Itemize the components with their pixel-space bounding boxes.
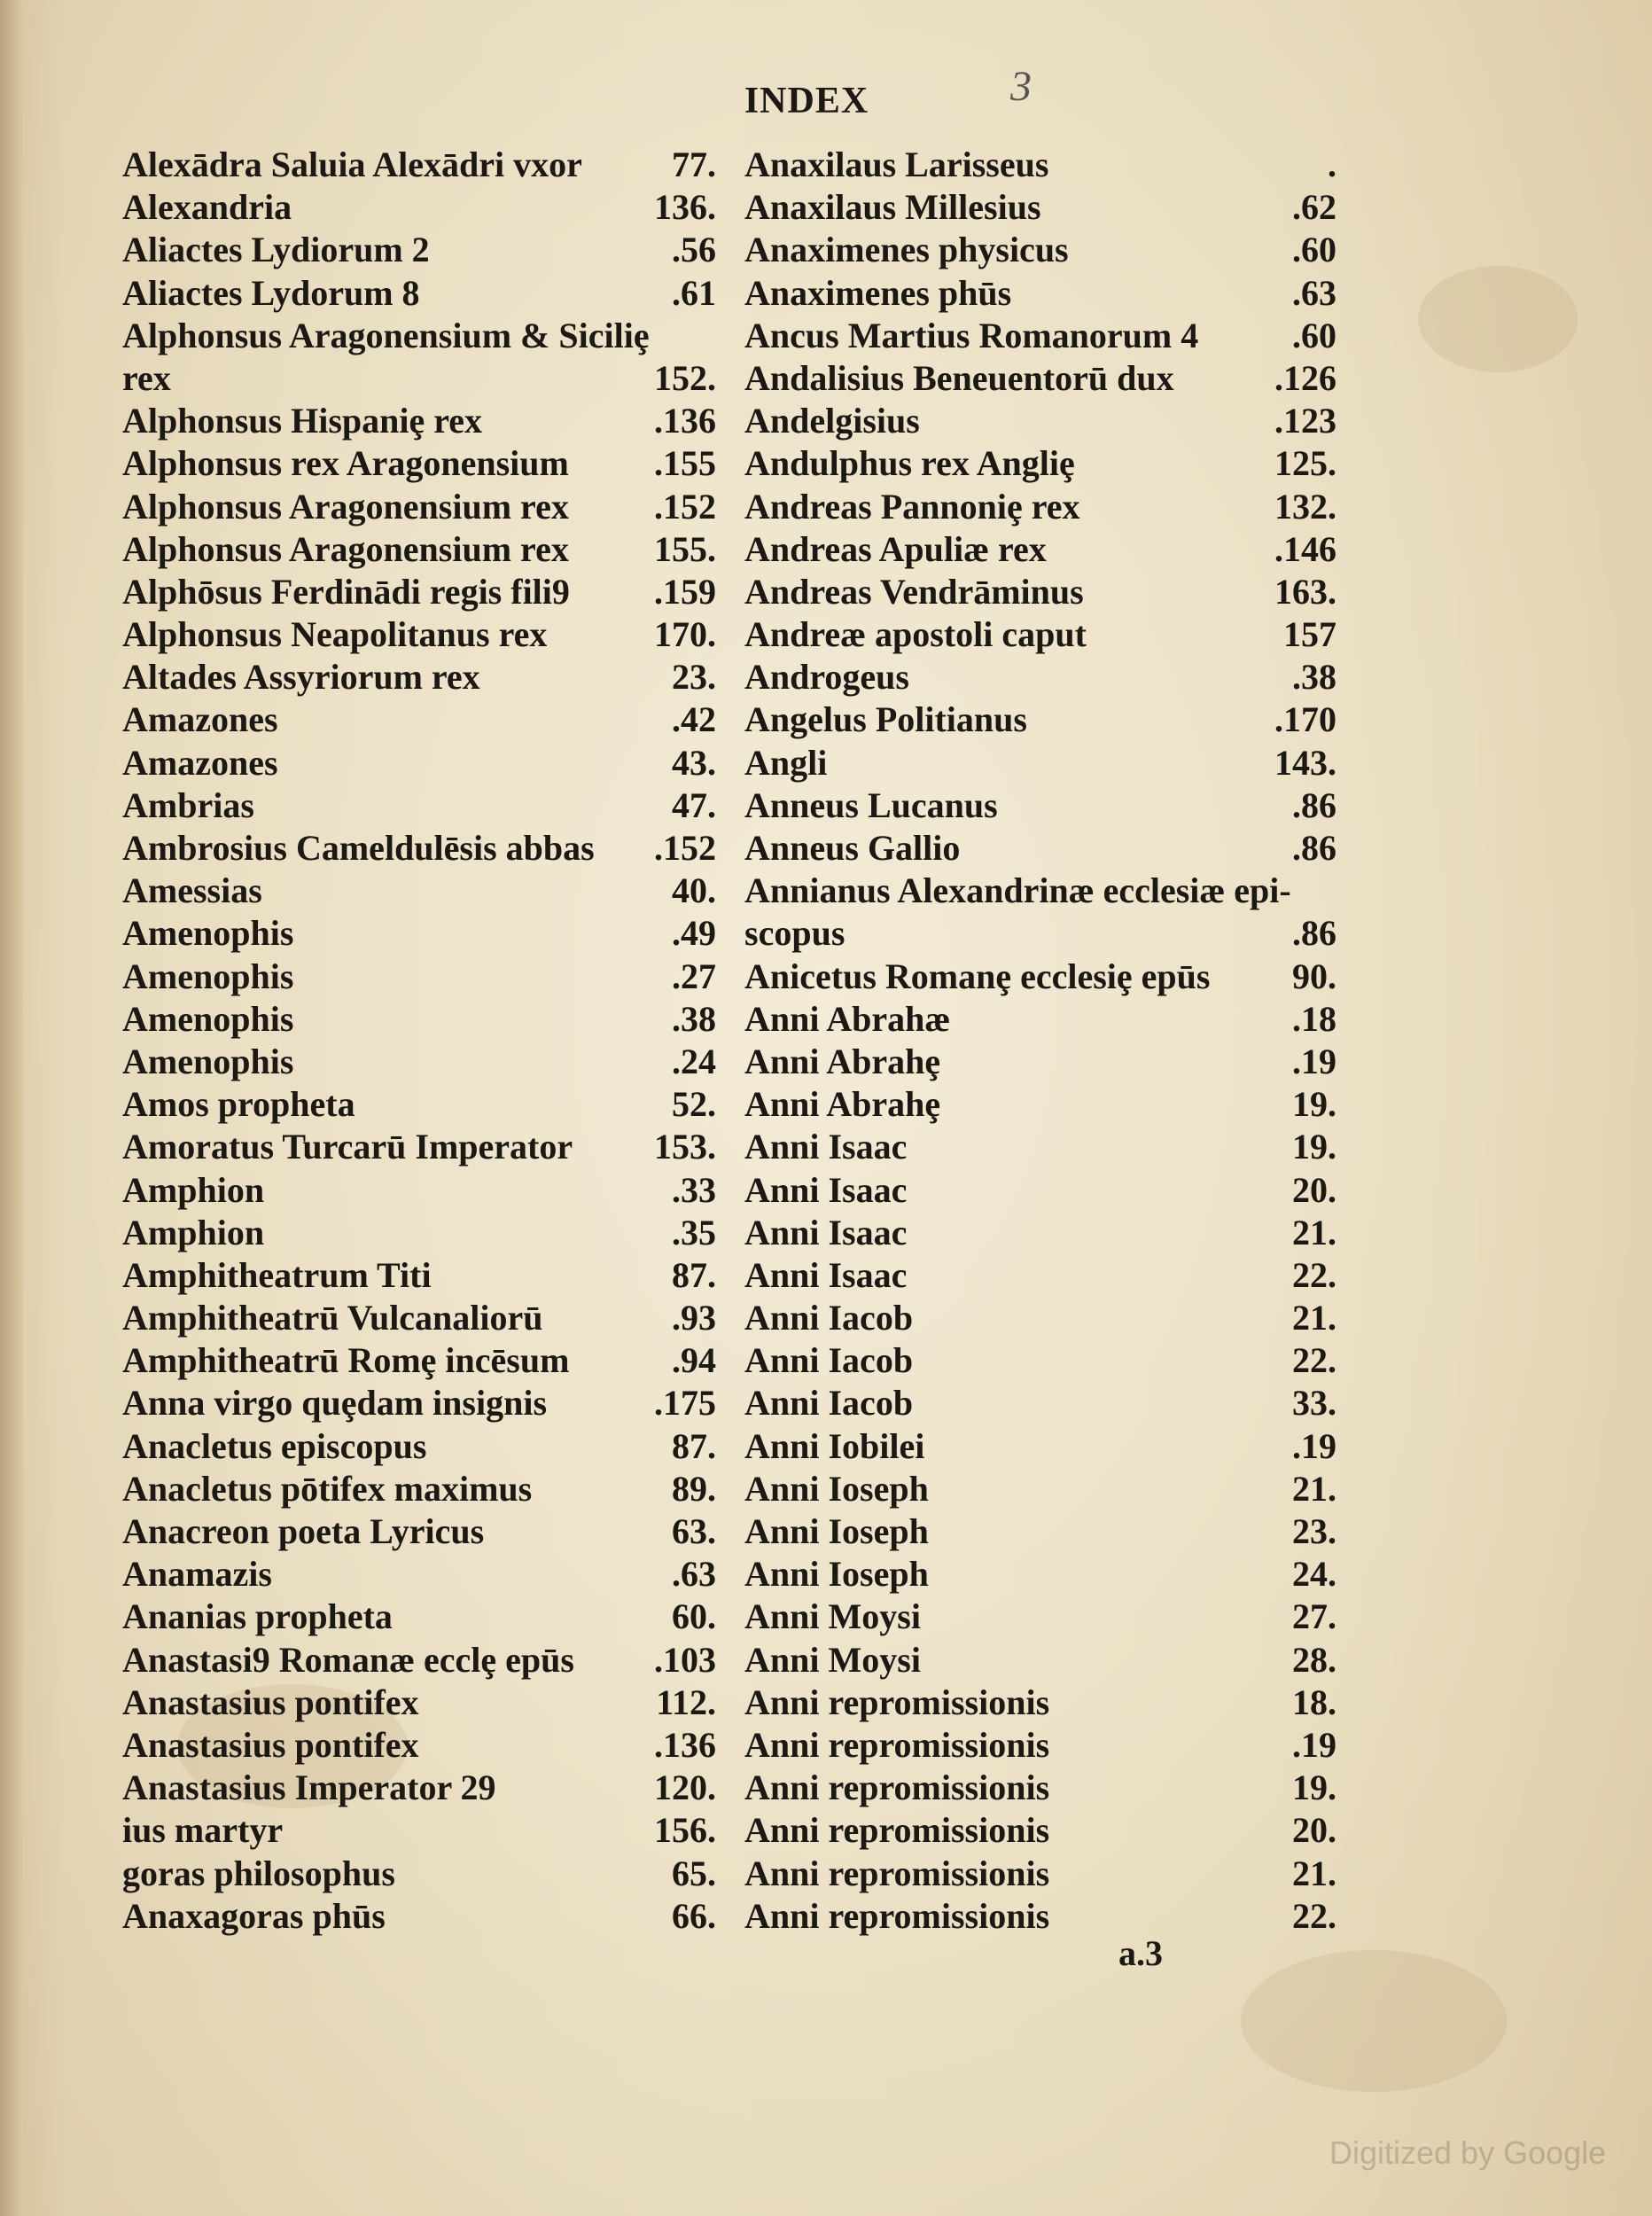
index-entry [122, 998, 716, 1041]
entry-name: Anaximenes phūs [744, 272, 1012, 313]
entry-page-number: 112. [656, 1682, 716, 1722]
entry-name: Andulphus rex Angliȩ [744, 443, 1075, 484]
entry-name: Anni Ioseph [744, 1468, 929, 1509]
entry-page-number: .159 [654, 571, 716, 612]
entry-name: Anastasius pontifex [122, 1682, 419, 1722]
index-entry [744, 1169, 1336, 1212]
entry-page-number: 21. [1292, 1853, 1336, 1893]
entry-page-number: .60 [1292, 230, 1336, 270]
index-column-left [122, 144, 716, 1938]
index-entry [744, 870, 1336, 912]
index-entry [744, 1510, 1336, 1553]
entry-name: Amphion [122, 1212, 265, 1252]
index-entry [122, 1468, 716, 1510]
entry-page-number: .24 [672, 1041, 716, 1081]
index-entry [744, 742, 1336, 784]
entry-name: Anastasi9 Romanæ ecclȩ epūs [122, 1639, 574, 1680]
entry-page-number: .42 [672, 699, 716, 740]
index-entry [744, 1553, 1336, 1596]
entry-name: Anacletus pōtifex maximus [122, 1468, 533, 1509]
entry-page-number: 152. [654, 357, 716, 398]
entry-page-number: .62 [1292, 187, 1336, 228]
entry-name: Anneus Lucanus [744, 784, 998, 825]
entry-name: Andreas Pannoniȩ rex [744, 486, 1080, 527]
index-entry [744, 1853, 1336, 1895]
entry-page-number: 23. [672, 657, 716, 698]
index-entry [744, 272, 1336, 315]
entry-name: Amphion [122, 1169, 265, 1210]
index-entry [744, 186, 1336, 229]
entry-name: goras philosophus [122, 1853, 395, 1893]
entry-page-number: 87. [672, 1254, 716, 1295]
index-column-right [744, 144, 1336, 1938]
index-entry [122, 1425, 716, 1468]
entry-name: ius martyr [122, 1810, 284, 1851]
index-entry [122, 1895, 716, 1938]
entry-name: Ambrias [122, 784, 254, 825]
folio-number: 3 [1010, 63, 1032, 110]
index-entry [122, 1083, 716, 1126]
index-entry [744, 656, 1336, 698]
entry-page-number: 163. [1274, 571, 1336, 612]
index-entry [744, 1339, 1336, 1382]
index-entry [744, 442, 1336, 485]
entry-page-number: 21. [1292, 1212, 1336, 1252]
entry-page-number: 156. [654, 1810, 716, 1851]
entry-name: Anni Iacob [744, 1298, 914, 1338]
entry-name: Anni Moysi [744, 1596, 921, 1637]
index-entry [122, 1809, 716, 1852]
index-entry [744, 400, 1336, 442]
page-gutter [0, 0, 23, 2216]
entry-name: Angli [744, 742, 828, 783]
index-entry [744, 1212, 1336, 1254]
index-entry [122, 528, 716, 571]
entry-page-number: 20. [1292, 1810, 1336, 1851]
index-entry [744, 1382, 1336, 1424]
entry-name: Anamazis [122, 1554, 272, 1595]
entry-page-number: .60 [1292, 315, 1336, 355]
index-entry [122, 784, 716, 827]
index-entry [744, 1254, 1336, 1297]
entry-page-number: 155. [654, 528, 716, 569]
entry-name: Aliactes Lydiorum 2 [122, 230, 430, 270]
entry-page-number: .27 [672, 956, 716, 996]
entry-page-number: 132. [1274, 486, 1336, 527]
entry-page-number: 90. [1292, 956, 1336, 996]
index-entry [744, 528, 1336, 571]
index-entry [122, 1596, 716, 1638]
entry-name: Ancus Martius Romanorum 4 [744, 315, 1199, 355]
index-entry [744, 486, 1336, 528]
entry-name: Alphonsus Neapolitanus rex [122, 614, 548, 655]
index-entry [122, 742, 716, 784]
entry-name: Anni Iacob [744, 1383, 914, 1424]
entry-name: Anaxilaus Larisseus [744, 144, 1049, 184]
index-entry [744, 1682, 1336, 1724]
entry-page-number: 87. [672, 1425, 716, 1466]
entry-name: Anni repromissionis [744, 1853, 1050, 1893]
index-entry [122, 956, 716, 998]
entry-name: Alphōsus Ferdinādi regis fili9 [122, 571, 570, 612]
entry-name: Altades Assyriorum rex [122, 657, 480, 698]
entry-name: Anni Moysi [744, 1639, 921, 1680]
index-entry [122, 442, 716, 485]
entry-page-number: .155 [654, 443, 716, 484]
entry-name: Anni repromissionis [744, 1682, 1050, 1722]
entry-page-number: .123 [1274, 401, 1336, 441]
index-entry [744, 1425, 1336, 1468]
paper-stain [1241, 1950, 1507, 2092]
entry-page-number: .152 [654, 486, 716, 527]
entry-page-number: 120. [654, 1767, 716, 1808]
entry-page-number: 33. [1292, 1383, 1336, 1424]
entry-name: Anaxilaus Millesius [744, 187, 1041, 228]
entry-page-number: 21. [1292, 1298, 1336, 1338]
entry-page-number: .61 [672, 272, 716, 313]
entry-name: Anni Isaac [744, 1254, 908, 1295]
entry-page-number: 52. [672, 1084, 716, 1125]
index-entry [122, 1724, 716, 1767]
entry-name: Andelgisius [744, 401, 920, 441]
entry-page-number: 143. [1274, 742, 1336, 783]
index-entry [744, 1767, 1336, 1809]
entry-name: Anni repromissionis [744, 1895, 1050, 1936]
index-entry [122, 1041, 716, 1083]
entry-name: Annianus Alexandrinæ ecclesiæ epi- [744, 870, 1291, 911]
entry-page-number: .49 [672, 913, 716, 954]
entry-page-number: .93 [672, 1298, 716, 1338]
entry-page-number: 125. [1274, 443, 1336, 484]
entry-name: Anicetus Romanȩ ecclesiȩ epūs [744, 956, 1211, 996]
index-entry [122, 1339, 716, 1382]
entry-page-number: 153. [654, 1127, 716, 1167]
entry-name: Aliactes Lydorum 8 [122, 272, 420, 313]
entry-page-number: 22. [1292, 1895, 1336, 1936]
index-entry [744, 315, 1336, 357]
index-entry [744, 357, 1336, 400]
index-entry [122, 1169, 716, 1212]
entry-name: Amos propheta [122, 1084, 355, 1125]
entry-page-number: 170. [654, 614, 716, 655]
entry-name: scopus [744, 913, 845, 954]
entry-page-number: .19 [1292, 1425, 1336, 1466]
entry-page-number: 19. [1292, 1767, 1336, 1808]
entry-page-number: .103 [654, 1639, 716, 1680]
entry-page-number: 43. [672, 742, 716, 783]
entry-name: Anni Ioseph [744, 1511, 929, 1551]
index-entry [122, 1126, 716, 1168]
index-entry [122, 1382, 716, 1424]
index-entry [122, 400, 716, 442]
entry-name: Amphitheatrum Titi [122, 1254, 432, 1295]
entry-name: Anni Isaac [744, 1212, 908, 1252]
index-entry [744, 956, 1336, 998]
entry-name: Amenophis [122, 998, 294, 1039]
index-entry [122, 1212, 716, 1254]
entry-page-number: . [1328, 144, 1336, 184]
paper-stain [1418, 266, 1578, 372]
index-entry [744, 1083, 1336, 1126]
index-entry [122, 1639, 716, 1682]
index-entry [744, 784, 1336, 827]
entry-name: Anni Ioseph [744, 1554, 929, 1595]
entry-name: Anastasius Imperator 29 [122, 1767, 496, 1808]
entry-page-number: 136. [654, 187, 716, 228]
entry-name: rex [122, 357, 171, 398]
entry-name: Anacreon poeta Lyricus [122, 1511, 485, 1551]
entry-name: Anni Abrahȩ [744, 1041, 941, 1081]
index-entry [744, 1041, 1336, 1083]
index-entry [744, 1126, 1336, 1168]
index-entry [122, 1297, 716, 1339]
entry-page-number: .170 [1274, 699, 1336, 740]
index-entry [744, 229, 1336, 271]
entry-page-number: 77. [672, 144, 716, 184]
entry-page-number: 27. [1292, 1596, 1336, 1637]
entry-page-number: 22. [1292, 1254, 1336, 1295]
entry-page-number: 157 [1283, 614, 1336, 655]
entry-name: Alphonsus Hispaniȩ rex [122, 401, 483, 441]
entry-name: Anaximenes physicus [744, 230, 1069, 270]
index-entry [122, 613, 716, 656]
index-entry [744, 1468, 1336, 1510]
index-entry [122, 186, 716, 229]
entry-page-number: .38 [1292, 657, 1336, 698]
index-entry [744, 1297, 1336, 1339]
entry-page-number: 23. [1292, 1511, 1336, 1551]
entry-name: Anni Iacob [744, 1340, 914, 1381]
entry-name: Andreas Apuliæ rex [744, 528, 1047, 569]
entry-name: Anna virgo quȩdam insignis [122, 1383, 548, 1424]
entry-page-number: 21. [1292, 1468, 1336, 1509]
entry-page-number: .94 [672, 1340, 716, 1381]
index-entry [122, 1553, 716, 1596]
entry-page-number: .63 [672, 1554, 716, 1595]
entry-page-number: 89. [672, 1468, 716, 1509]
entry-page-number: .146 [1274, 528, 1336, 569]
entry-name: Amenophis [122, 956, 294, 996]
entry-name: Anni Iobilei [744, 1425, 925, 1466]
entry-name: Alexādra Saluia Alexādri vxor [122, 144, 582, 184]
entry-name: Alphonsus Aragonensium rex [122, 486, 569, 527]
entry-page-number: 28. [1292, 1639, 1336, 1680]
entry-page-number: 60. [672, 1596, 716, 1637]
entry-page-number: .35 [672, 1212, 716, 1252]
entry-name: Andreas Vendrāminus [744, 571, 1084, 612]
index-entry [122, 1510, 716, 1553]
entry-page-number: .136 [654, 1724, 716, 1765]
entry-name: Anni Isaac [744, 1169, 908, 1210]
entry-name: Anni repromissionis [744, 1724, 1050, 1765]
index-entry [122, 272, 716, 315]
entry-page-number: 18. [1292, 1682, 1336, 1722]
entry-page-number: 63. [672, 1511, 716, 1551]
entry-page-number: 19. [1292, 1084, 1336, 1125]
index-entry [744, 998, 1336, 1041]
entry-page-number: 40. [672, 870, 716, 911]
entry-name: Amphitheatrū Romȩ incēsum [122, 1340, 570, 1381]
digitization-watermark: Digitized by Google [1329, 2134, 1607, 2171]
entry-name: Anastasius pontifex [122, 1724, 419, 1765]
index-entry [744, 1639, 1336, 1682]
entry-name: Amessias [122, 870, 262, 911]
entry-page-number: .136 [654, 401, 716, 441]
entry-page-number: .19 [1292, 1724, 1336, 1765]
index-entry [122, 656, 716, 698]
entry-name: Anni Abrahȩ [744, 1084, 941, 1125]
entry-name: Ananias propheta [122, 1596, 393, 1637]
entry-name: Anaxagoras phūs [122, 1895, 386, 1936]
entry-name: Alexandria [122, 187, 292, 228]
entry-name: Amenophis [122, 1041, 294, 1081]
entry-page-number: 47. [672, 784, 716, 825]
entry-page-number: 22. [1292, 1340, 1336, 1381]
entry-page-number: .86 [1292, 784, 1336, 825]
index-entry [744, 698, 1336, 741]
index-entry [744, 912, 1336, 955]
page-title: INDEX [744, 81, 869, 121]
entry-name: Alphonsus Aragonensium & Siciliȩ [122, 315, 650, 355]
index-entry [122, 486, 716, 528]
index-entry [744, 571, 1336, 613]
index-entry [744, 144, 1336, 186]
entry-name: Andalisius Beneuentorū dux [744, 357, 1174, 398]
entry-page-number: 20. [1292, 1169, 1336, 1210]
entry-name: Alphonsus rex Aragonensium [122, 443, 569, 484]
entry-page-number: .18 [1292, 998, 1336, 1039]
entry-page-number: .175 [654, 1383, 716, 1424]
index-entry [122, 827, 716, 870]
entry-name: Androgeus [744, 657, 909, 698]
index-entry [122, 1767, 716, 1809]
entry-name: Anni Isaac [744, 1127, 908, 1167]
entry-name: Amazones [122, 699, 278, 740]
index-entry [122, 1682, 716, 1724]
entry-page-number: .19 [1292, 1041, 1336, 1081]
entry-page-number: .33 [672, 1169, 716, 1210]
entry-page-number: .38 [672, 998, 716, 1039]
index-entry [744, 1895, 1336, 1938]
index-entry [122, 870, 716, 912]
entry-name: Anacletus episcopus [122, 1425, 427, 1466]
entry-page-number: .152 [654, 828, 716, 868]
entry-name: Amoratus Turcarū Imperator [122, 1127, 573, 1167]
index-entry [122, 357, 716, 400]
entry-page-number: .126 [1274, 357, 1336, 398]
signature-mark: a.3 [1118, 1933, 1163, 1973]
entry-name: Amazones [122, 742, 278, 783]
index-entry [122, 698, 716, 741]
index-entry [744, 1809, 1336, 1852]
entry-name: Anni repromissionis [744, 1767, 1050, 1808]
entry-name: Anni repromissionis [744, 1810, 1050, 1851]
entry-page-number: 19. [1292, 1127, 1336, 1167]
index-entry [122, 571, 716, 613]
entry-page-number: .56 [672, 230, 716, 270]
index-entry [122, 229, 716, 271]
entry-name: Amphitheatrū Vulcanaliorū [122, 1298, 543, 1338]
index-entry [122, 1853, 716, 1895]
entry-page-number: 24. [1292, 1554, 1336, 1595]
entry-page-number: .86 [1292, 913, 1336, 954]
entry-name: Amenophis [122, 913, 294, 954]
index-entry [122, 144, 716, 186]
index-entry [744, 1596, 1336, 1638]
index-entry [744, 827, 1336, 870]
entry-name: Anni Abrahæ [744, 998, 951, 1039]
entry-page-number: .63 [1292, 272, 1336, 313]
index-entry [744, 1724, 1336, 1767]
index-entry [122, 1254, 716, 1297]
entry-name: Ambrosius Cameldulēsis abbas [122, 828, 595, 868]
index-entry [122, 912, 716, 955]
entry-page-number: 66. [672, 1895, 716, 1936]
entry-name: Angelus Politianus [744, 699, 1027, 740]
entry-page-number: .86 [1292, 828, 1336, 868]
entry-name: Anneus Gallio [744, 828, 961, 868]
entry-name: Andreæ apostoli caput [744, 614, 1087, 655]
index-entry [744, 613, 1336, 656]
entry-page-number: 65. [672, 1853, 716, 1893]
entry-name: Alphonsus Aragonensium rex [122, 528, 569, 569]
index-entry [122, 315, 716, 357]
